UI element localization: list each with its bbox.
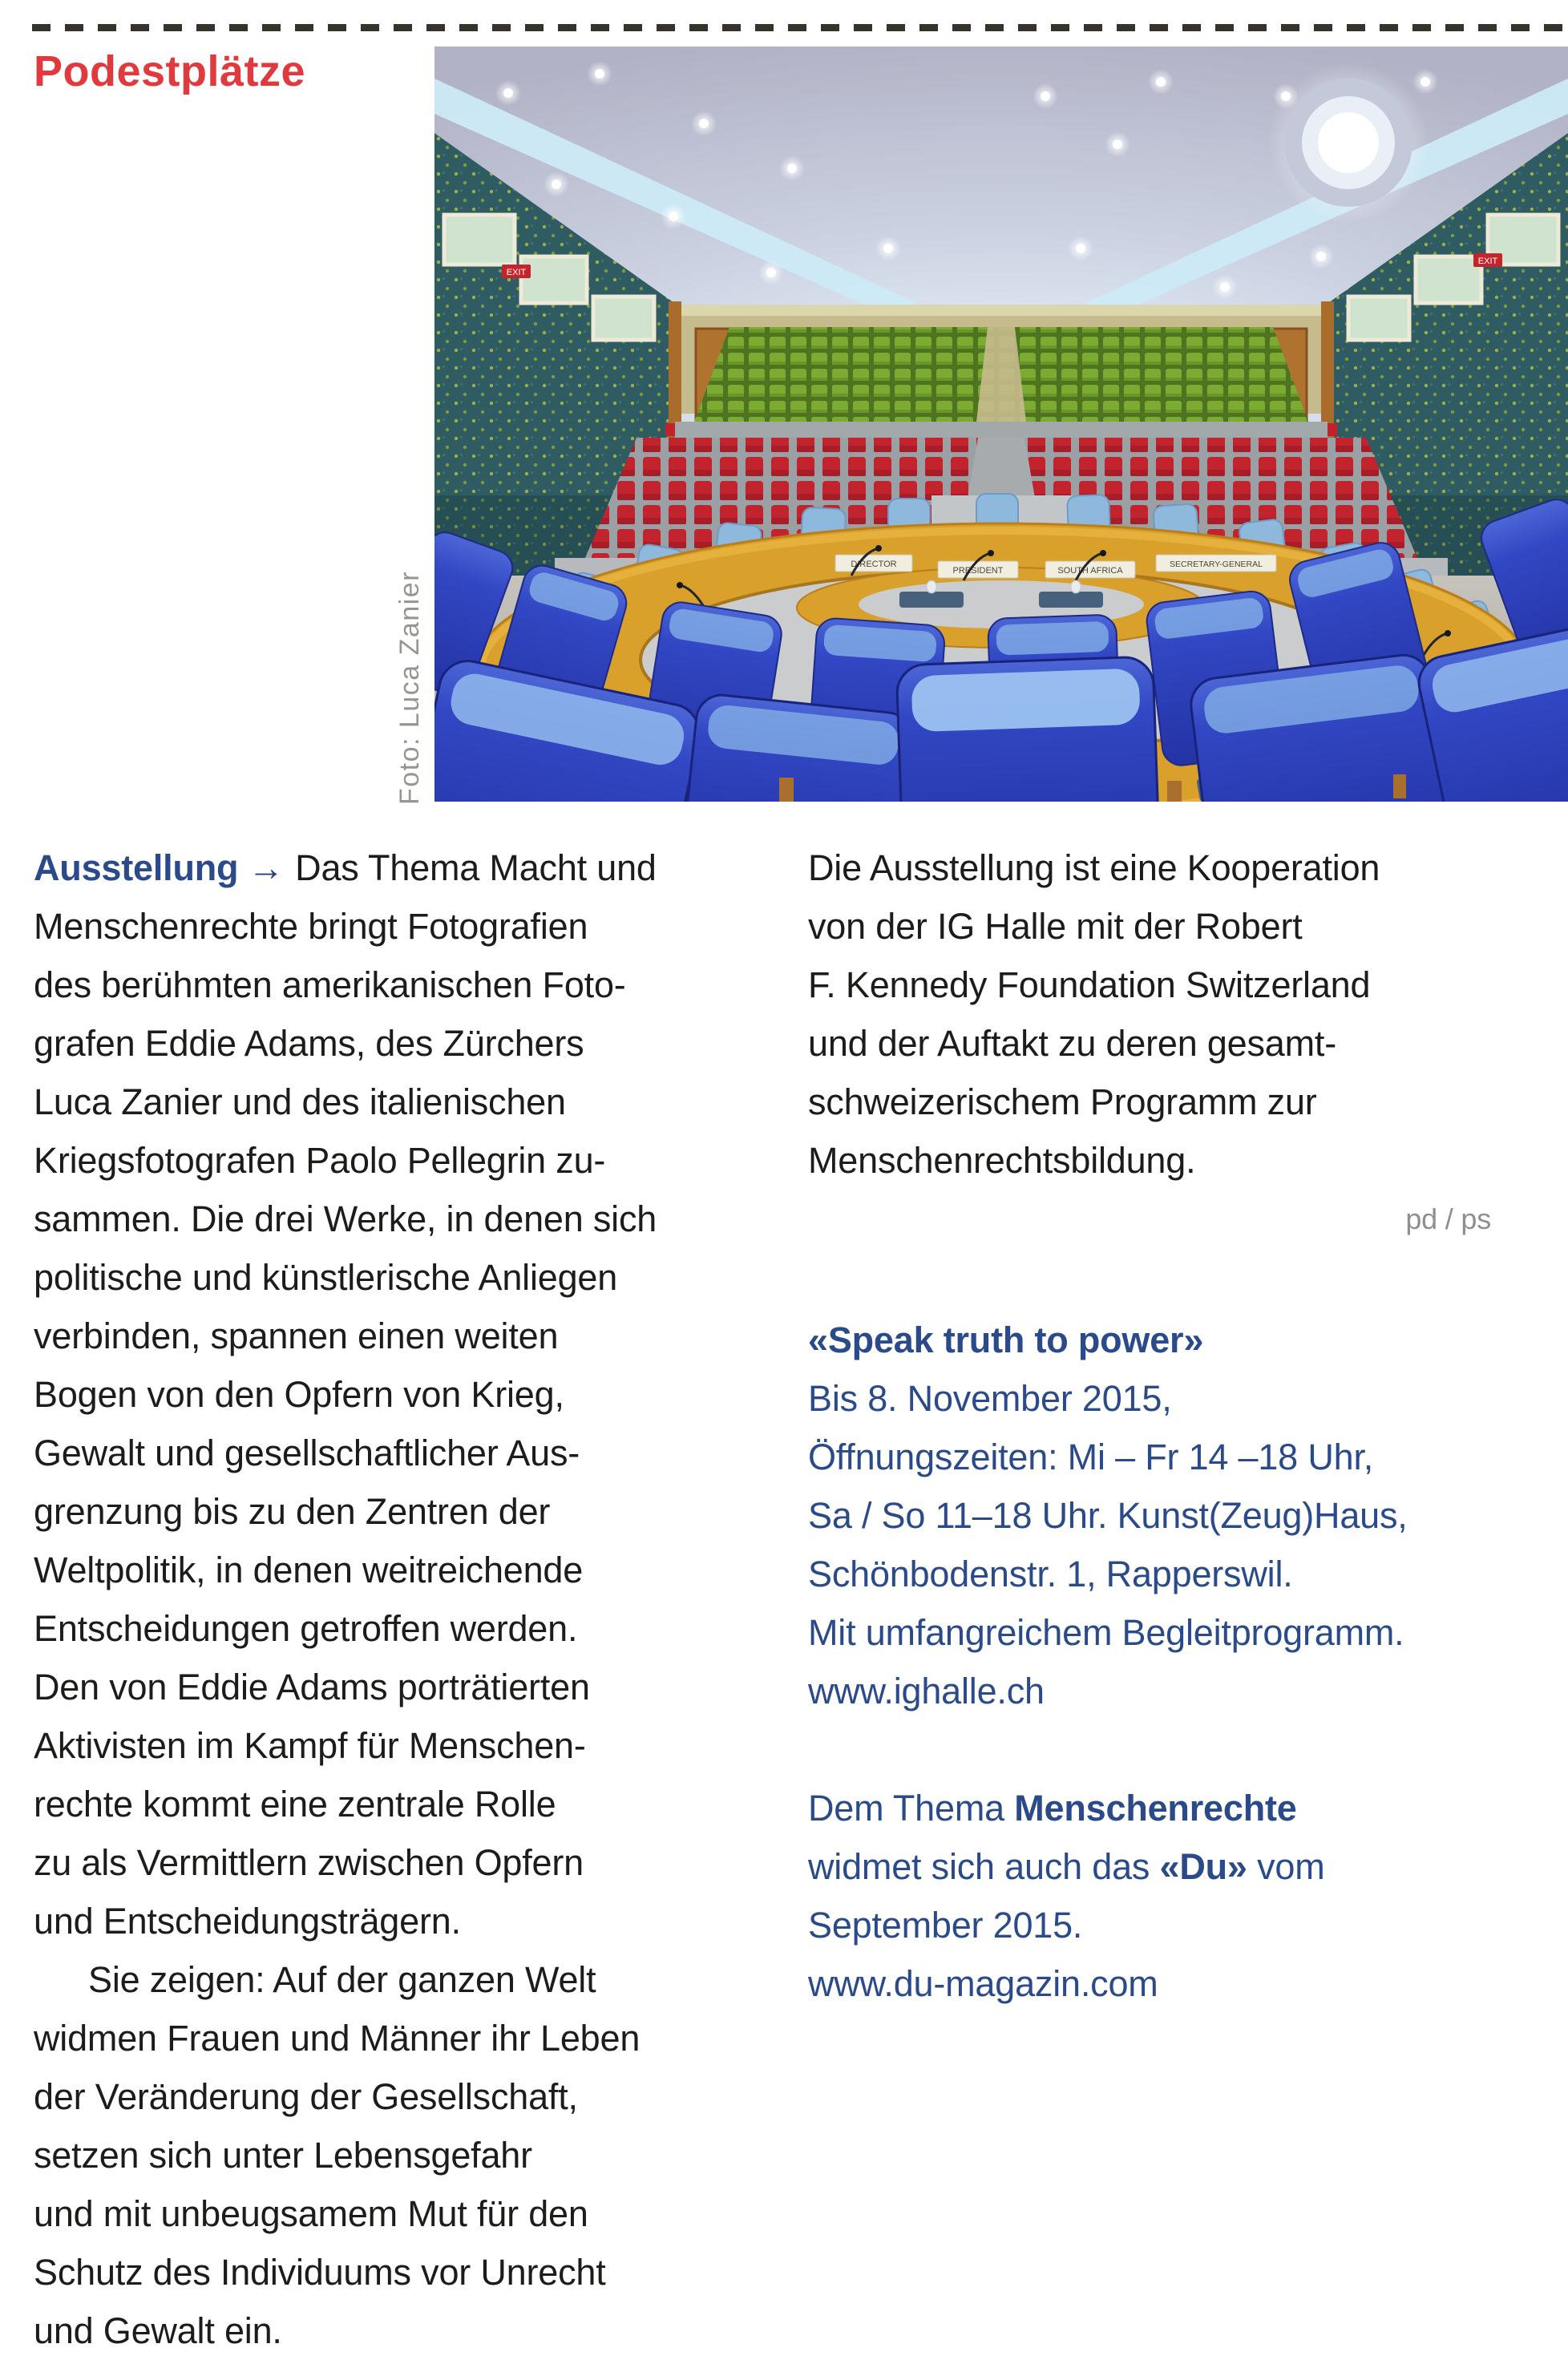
dashed-top-rule — [32, 24, 1568, 31]
note-line: September 2015. — [808, 1905, 1083, 1946]
nameplate-secretary-general: SECRETARY-GENERAL — [1170, 560, 1263, 569]
article-line: Schutz des Individuums vor Unrecht — [34, 2252, 606, 2293]
arrow-icon: → — [248, 847, 285, 888]
article-line: setzen sich unter Lebensgefahr — [34, 2135, 532, 2176]
note-bold-text: «Du» — [1159, 1846, 1247, 1887]
exit-sign-right — [1473, 253, 1502, 267]
article-line: Kriegsfotografen Paolo Pellegrin zu- — [34, 1140, 606, 1181]
article-line: Bogen von den Opfern von Krieg, — [34, 1374, 564, 1415]
exit-sign-text: EXIT — [506, 268, 527, 277]
note-text: Dem Thema — [808, 1788, 1015, 1829]
article-line: der Veränderung der Gesellschaft, — [34, 2076, 578, 2117]
article-line: grafen Eddie Adams, des Zürchers — [34, 1023, 584, 1064]
exhibition-info-block — [808, 1311, 1530, 1720]
article-line: Gewalt und gesellschaftlicher Aus- — [34, 1433, 580, 1473]
article-line: Luca Zanier und des italienischen — [34, 1081, 566, 1122]
article-line: schweizerischem Programm zur — [808, 1081, 1317, 1122]
note-text: vom — [1247, 1846, 1325, 1887]
article-column-right — [808, 839, 1530, 2013]
exit-sign-left — [502, 265, 531, 278]
magazine-note-block — [808, 1779, 1530, 2013]
article-column-left — [34, 839, 795, 2360]
nameplate-president: PRESIDENT — [952, 566, 1004, 576]
article-line: politische und künstlerische Anliegen — [34, 1257, 618, 1298]
conference-room-photo — [434, 46, 1568, 802]
article-line: und Gewalt ein. — [34, 2310, 282, 2351]
article-line: Aktivisten im Kampf für Menschen- — [34, 1725, 586, 1766]
conference-room-scene — [434, 46, 1568, 802]
exhibition-info-line: Öffnungszeiten: Mi – Fr 14 –18 Uhr, — [808, 1437, 1374, 1477]
article-line: und mit unbeugsamem Mut für den — [34, 2193, 588, 2234]
article-line: Menschenrechte bringt Fotografien — [34, 906, 588, 947]
article-line: Die Ausstellung ist eine Kooperation — [808, 847, 1380, 888]
article-line: sammen. Die drei Werke, in denen sich — [34, 1198, 657, 1239]
nameplate-director: DIRECTOR — [851, 560, 897, 569]
article-text: Das Thema Macht und — [295, 847, 657, 888]
article-line: und Entscheidungsträgern. — [34, 1901, 461, 1942]
article-line: rechte kommt eine zentrale Rolle — [34, 1784, 556, 1825]
article-line: Menschenrechtsbildung. — [808, 1140, 1196, 1181]
article-line: und der Auftakt zu deren gesamt- — [808, 1023, 1336, 1064]
article-line: grenzung bis zu den Zentren der — [34, 1491, 551, 1532]
note-text: widmet sich auch das — [808, 1846, 1160, 1887]
article-line: Sie zeigen: Auf der ganzen Welt — [88, 1959, 596, 2000]
exhibition-info-line: Mit umfangreichem Begleitprogramm. — [808, 1612, 1404, 1653]
article-line: Entscheidungen getroffen werden. — [34, 1608, 578, 1649]
exhibition-info-line: Sa / So 11–18 Uhr. Kunst(Zeug)Haus, — [808, 1495, 1408, 1536]
nameplate-south-africa: SOUTH AFRICA — [1057, 566, 1123, 576]
article-line: Den von Eddie Adams porträtierten — [34, 1667, 590, 1707]
article-line — [34, 839, 795, 897]
page-kicker: Podestplätze — [34, 47, 306, 95]
article-line: widmen Frauen und Männer ihr Leben — [34, 2018, 641, 2059]
exhibition-title: «Speak truth to power» — [808, 1319, 1204, 1360]
exit-sign-text: EXIT — [1477, 257, 1498, 266]
article-line: Weltpolitik, in denen weitreichende — [34, 1550, 584, 1590]
photo-credit: Foto: Luca Zanier — [394, 571, 425, 805]
article-line: zu als Vermittlern zwischen Opfern — [34, 1842, 584, 1883]
article-line: von der IG Halle mit der Robert — [808, 906, 1303, 947]
article-line: verbinden, spannen einen weiten — [34, 1315, 559, 1356]
exhibition-website-url: www.ighalle.ch — [808, 1671, 1045, 1711]
article-line: des berühmten amerikanischen Foto- — [34, 964, 626, 1005]
magazine-website-url: www.du-magazin.com — [808, 1963, 1158, 2004]
article-line: F. Kennedy Foundation Switzerland — [808, 964, 1371, 1005]
lead-in-label: Ausstellung — [34, 847, 239, 888]
author-initials: pd / ps — [1405, 1202, 1491, 1235]
note-bold-text: Menschenrechte — [1014, 1788, 1297, 1829]
note-line — [808, 1837, 1530, 1896]
note-line — [808, 1779, 1530, 1837]
exhibition-info-line: Bis 8. November 2015, — [808, 1378, 1172, 1419]
exhibition-info-line: Schönbodenstr. 1, Rapperswil. — [808, 1554, 1293, 1594]
